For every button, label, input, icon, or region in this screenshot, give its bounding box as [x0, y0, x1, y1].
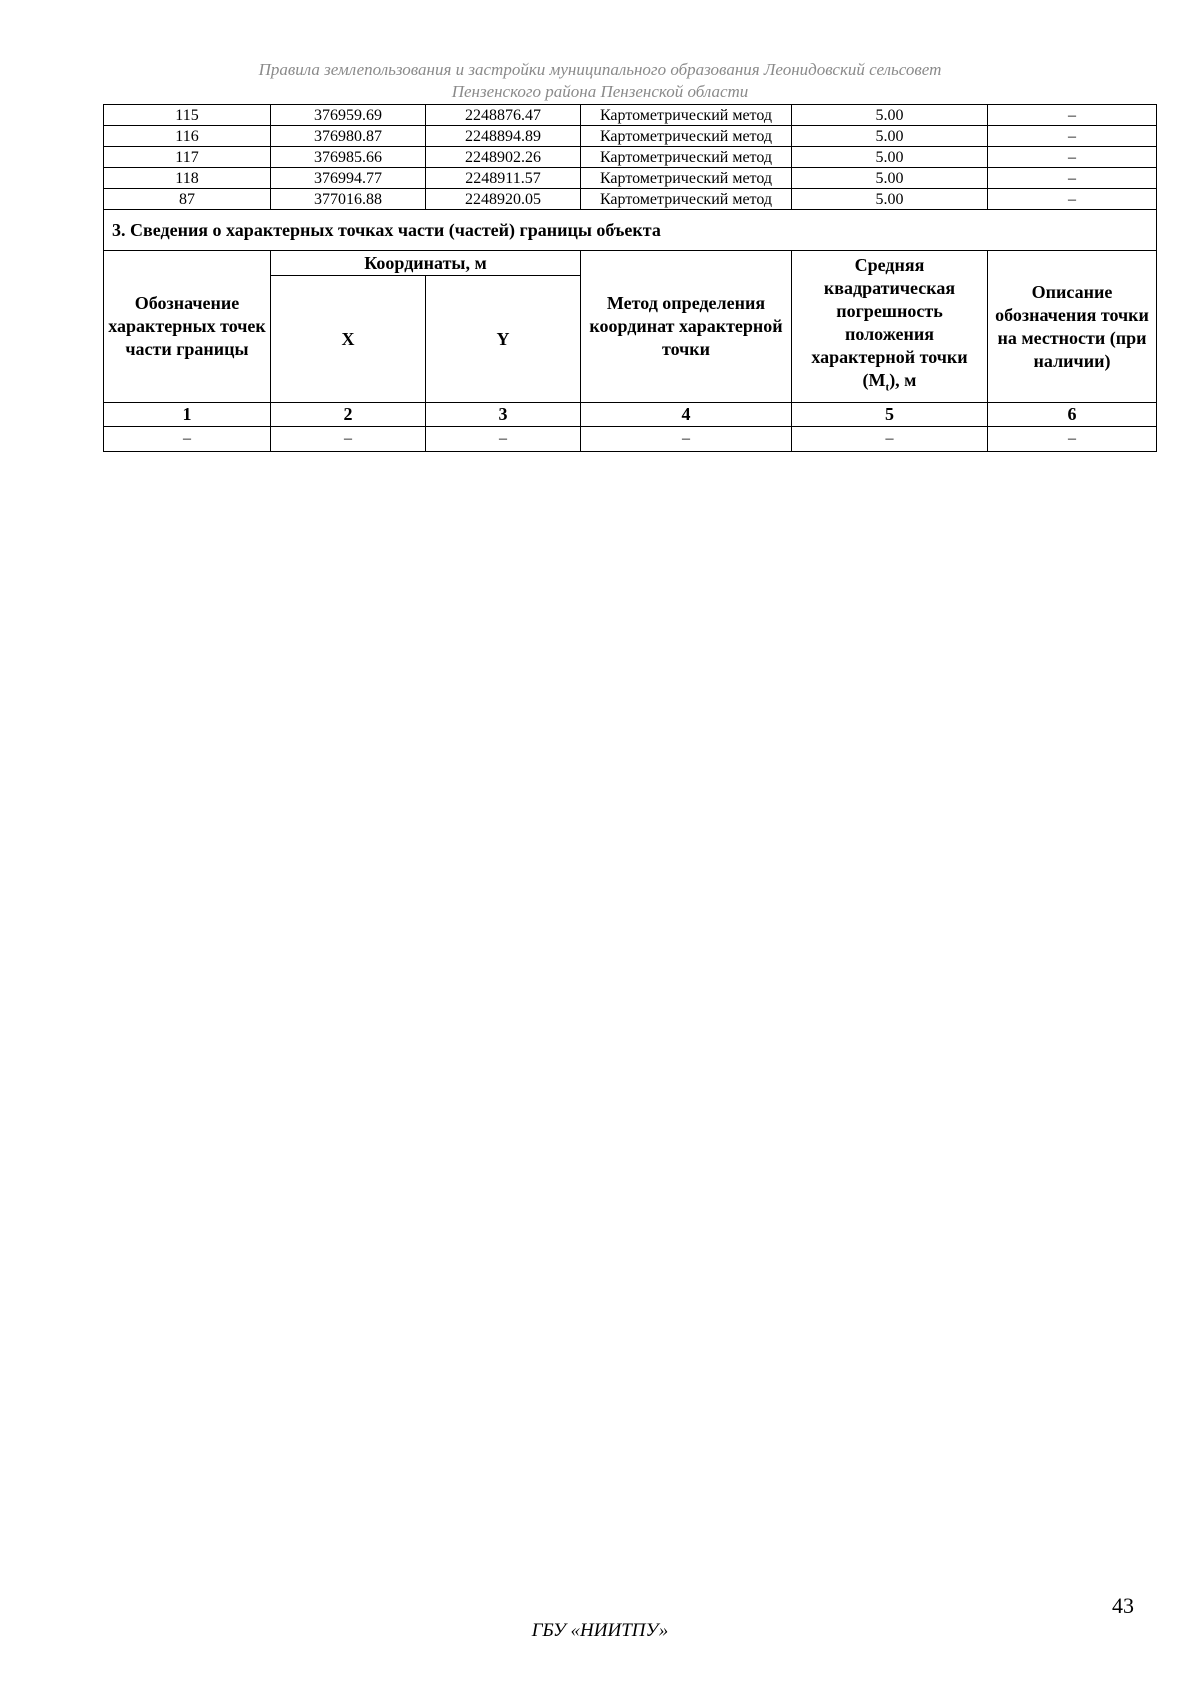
header-y: Y — [426, 276, 581, 403]
boundary-points-table — [103, 104, 1157, 452]
table-row — [104, 189, 1157, 210]
section-title: 3. Сведения о характерных точках части (частей) границы объекта — [104, 210, 1157, 251]
column-numbers-row — [104, 403, 1157, 427]
header-coordinates: Координаты, м — [271, 251, 581, 276]
table-cell: 2248920.05 — [426, 189, 581, 210]
table-cell: – — [988, 168, 1157, 189]
table-cell: – — [988, 126, 1157, 147]
table-cell: – — [104, 427, 271, 452]
table-cell: 376980.87 — [271, 126, 426, 147]
table-row — [104, 168, 1157, 189]
table-cell: Картометрический метод — [581, 147, 792, 168]
points-rows — [104, 105, 1157, 210]
table-cell: 116 — [104, 126, 271, 147]
table-cell: – — [426, 427, 581, 452]
table-cell: 87 — [104, 189, 271, 210]
table-cell: – — [581, 427, 792, 452]
table-cell: 377016.88 — [271, 189, 426, 210]
table-cell: Картометрический метод — [581, 189, 792, 210]
table-cell: 5.00 — [792, 147, 988, 168]
table-cell: Картометрический метод — [581, 105, 792, 126]
table-cell: Картометрический метод — [581, 126, 792, 147]
column-number: 5 — [792, 403, 988, 427]
page-number: 43 — [1112, 1593, 1134, 1618]
header-description: Описание обозначения точки на местности (при наличии) — [988, 251, 1157, 403]
table-cell: – — [988, 189, 1157, 210]
table-cell: 376994.77 — [271, 168, 426, 189]
table-cell: – — [792, 427, 988, 452]
table-row — [104, 126, 1157, 147]
page-header — [0, 59, 1200, 103]
table-cell: 5.00 — [792, 105, 988, 126]
section-row — [104, 210, 1157, 251]
header-line-1: Правила землепользования и застройки муниципального образования Леонидовский сельсовет — [258, 60, 942, 79]
table-cell: 115 — [104, 105, 271, 126]
table-cell: 5.00 — [792, 189, 988, 210]
footer-organization: ГБУ «НИИТПУ» — [531, 1620, 669, 1641]
header-method: Метод определения координат характерной точки — [581, 251, 792, 403]
table-cell: 2248911.57 — [426, 168, 581, 189]
table-cell: 2248894.89 — [426, 126, 581, 147]
table-cell: 2248876.47 — [426, 105, 581, 126]
table-cell: 117 — [104, 147, 271, 168]
table-cell: 118 — [104, 168, 271, 189]
table-row — [104, 105, 1157, 126]
header-x: X — [271, 276, 426, 403]
table-cell: 376959.69 — [271, 105, 426, 126]
table-cell: 5.00 — [792, 168, 988, 189]
column-number: 6 — [988, 403, 1157, 427]
table-cell: 376985.66 — [271, 147, 426, 168]
empty-data-row — [104, 427, 1157, 452]
header-error: Средняя квадратическая погрешность положения характерной точки $(M_t)$, м — [792, 251, 988, 403]
header-line-2: Пензенского района Пензенской области — [451, 82, 749, 101]
header-designation: Обозначение характерных точек части границы — [104, 251, 271, 403]
table-cell: Картометрический метод — [581, 168, 792, 189]
table-cell: – — [271, 427, 426, 452]
table-row — [104, 147, 1157, 168]
column-number: 1 — [104, 403, 271, 427]
table-cell: 5.00 — [792, 126, 988, 147]
table-cell: – — [988, 147, 1157, 168]
table-cell: – — [988, 427, 1157, 452]
column-number: 2 — [271, 403, 426, 427]
table-cell: 2248902.26 — [426, 147, 581, 168]
column-number: 3 — [426, 403, 581, 427]
column-number: 4 — [581, 403, 792, 427]
table-cell: – — [988, 105, 1157, 126]
header-row-1 — [104, 251, 1157, 276]
